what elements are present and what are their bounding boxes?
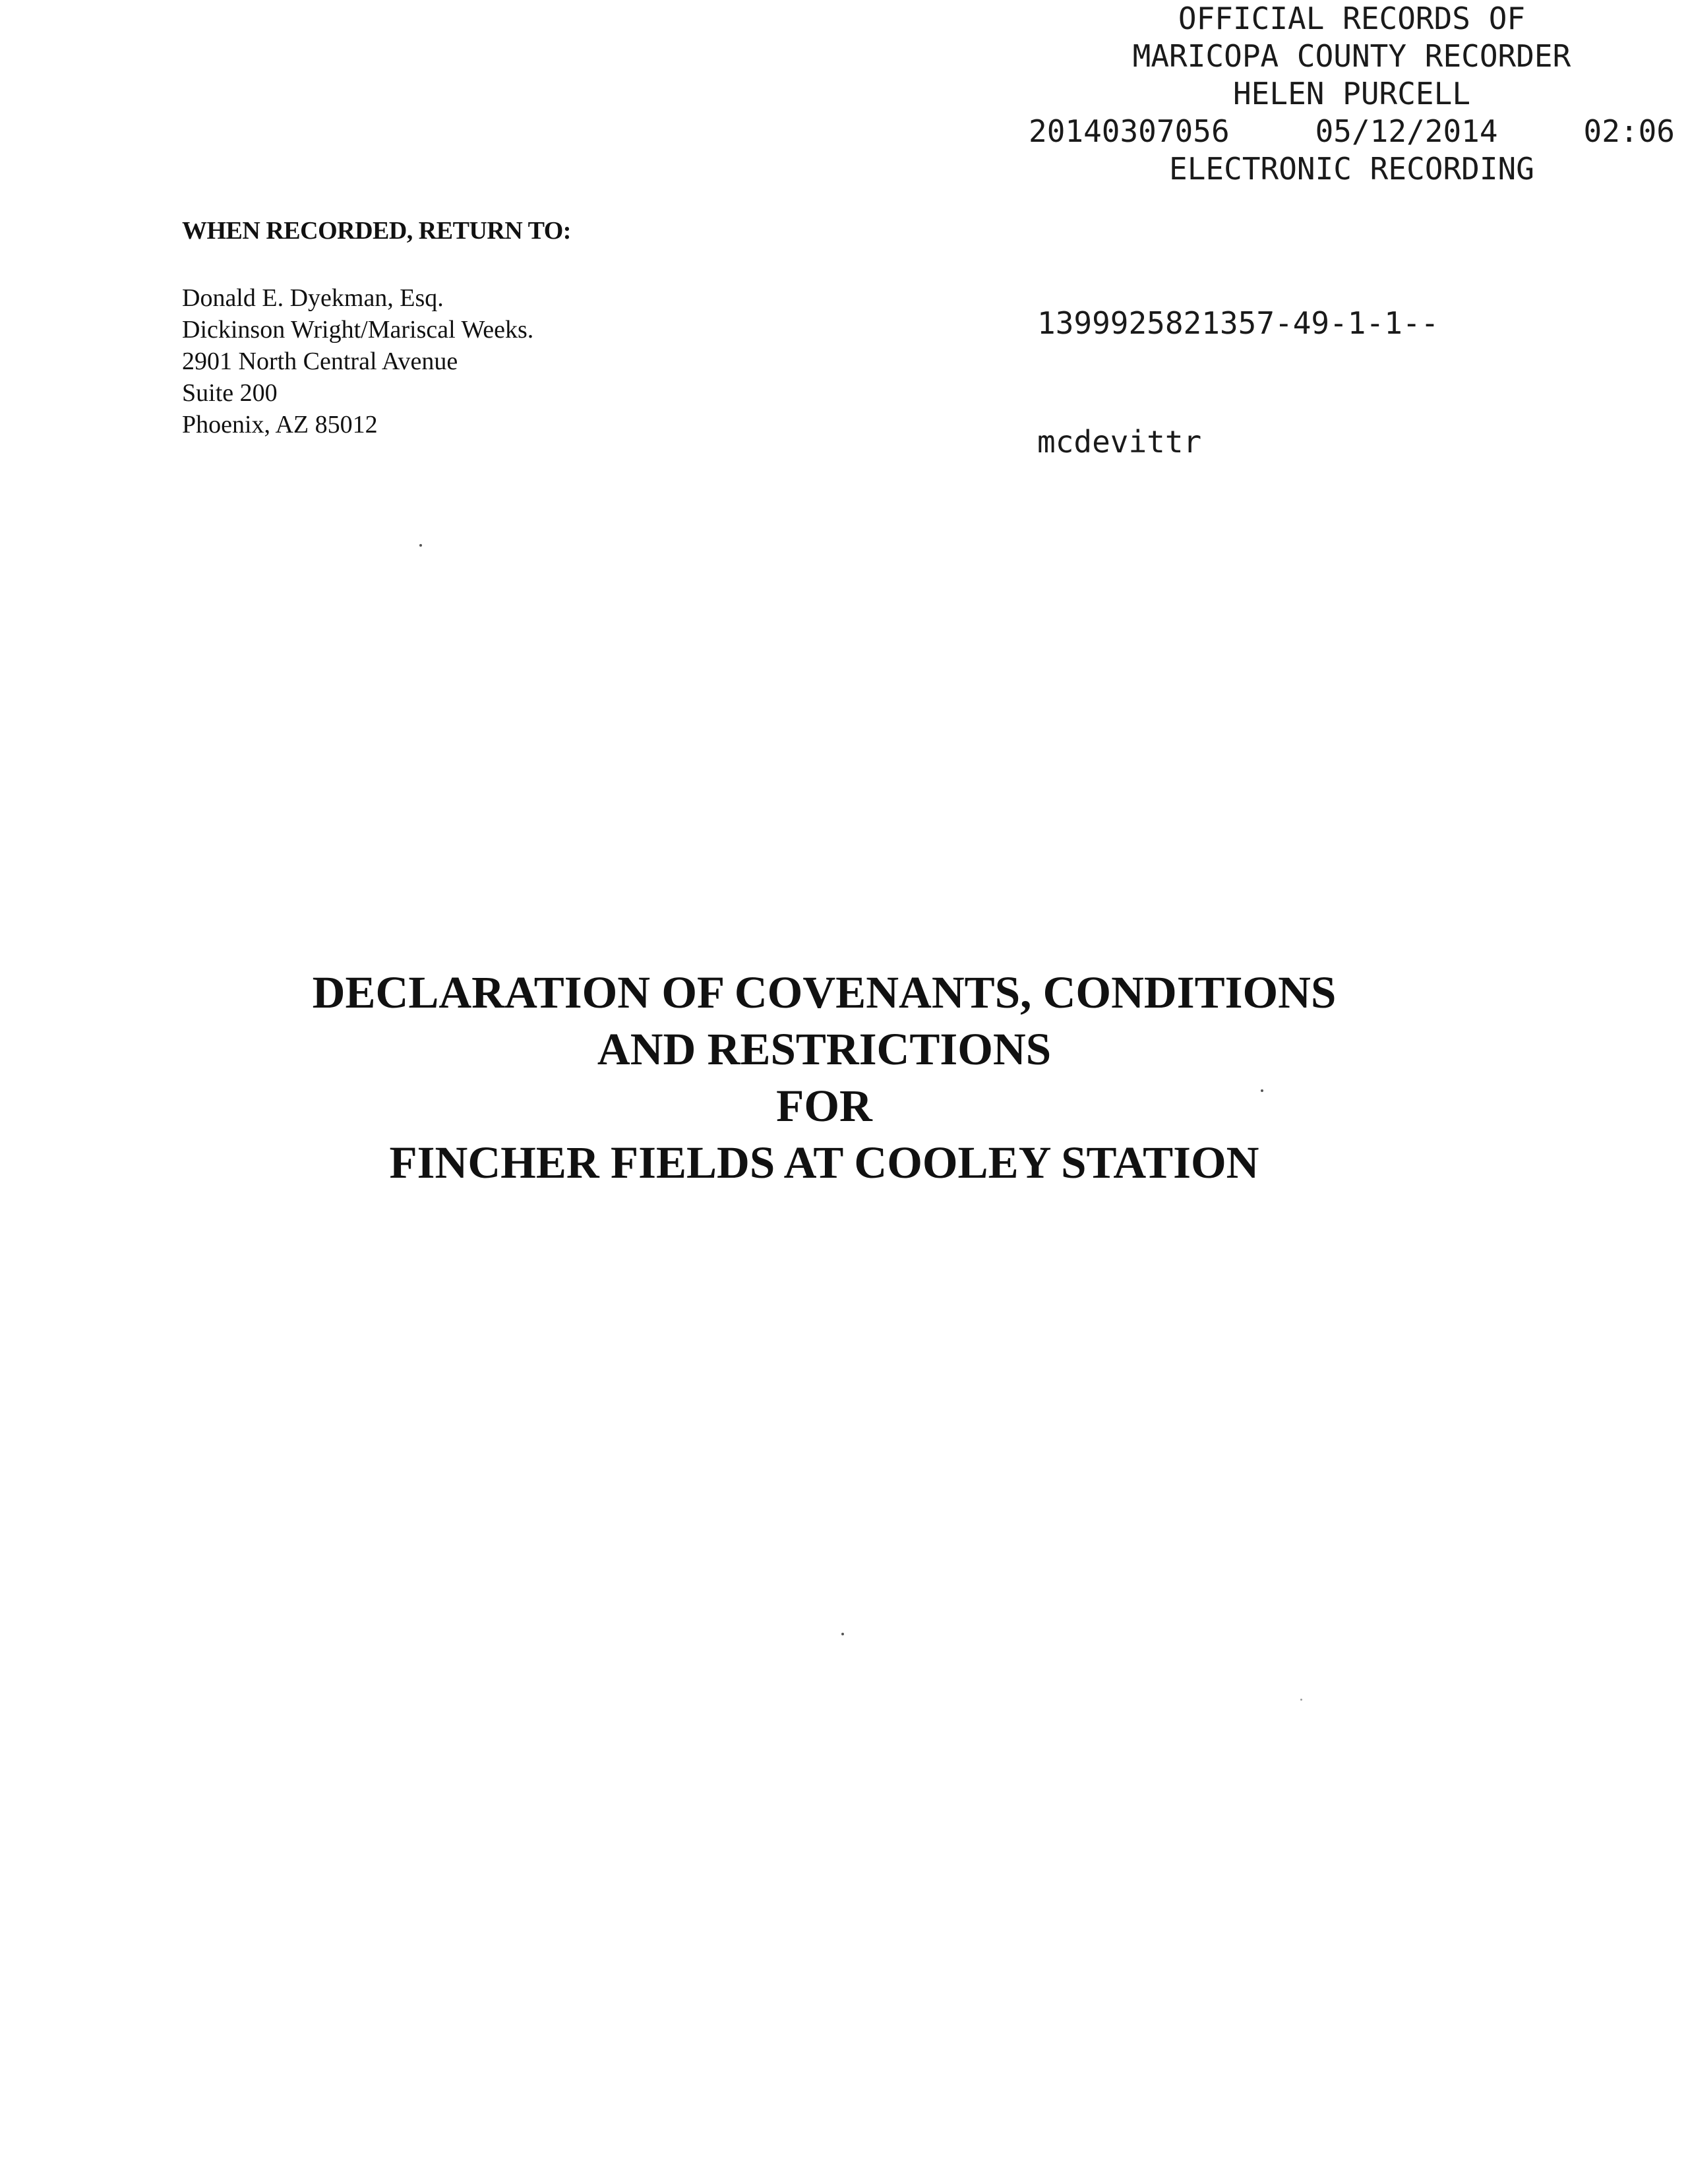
title-line-2: AND RESTRICTIONS — [597, 1024, 1052, 1074]
title-line-4: FINCHER FIELDS AT COOLEY STATION — [389, 1138, 1259, 1188]
stamp-id-block — [1037, 224, 1439, 541]
title-line-1: DECLARATION OF COVENANTS, CONDITIONS — [312, 967, 1337, 1017]
stamp-document-number: 20140307056 — [1029, 113, 1230, 149]
stamp-id-line-1: 1399925821357-49-1-1-- — [1037, 305, 1439, 341]
scan-speck — [419, 544, 422, 547]
stamp-recorder-name: HELEN PURCELL — [1232, 76, 1471, 111]
stamp-county-recorder: MARICOPA COUNTY RECORDER — [1132, 38, 1571, 74]
return-to-address — [182, 282, 533, 440]
scan-speck — [1300, 1699, 1302, 1701]
return-to-firm: Dickinson Wright/Mariscal Weeks. — [182, 316, 534, 344]
stamp-time: 02:06 — [1583, 113, 1675, 149]
scan-speck — [841, 1633, 844, 1635]
return-to-heading: WHEN RECORDED, RETURN TO: — [182, 217, 571, 245]
return-to-city-state-zip: Phoenix, AZ 85012 — [182, 411, 378, 439]
stamp-recording-type: ELECTRONIC RECORDING — [1169, 151, 1534, 187]
scan-speck — [1261, 1089, 1263, 1092]
stamp-date: 05/12/2014 — [1315, 113, 1498, 149]
stamp-id-line-2: mcdevittr — [1037, 424, 1202, 460]
return-to-name: Donald E. Dyekman, Esq. — [182, 284, 444, 312]
return-to-suite: Suite 200 — [182, 379, 278, 407]
stamp-official-records: OFFICIAL RECORDS OF — [1178, 1, 1526, 36]
recorder-stamp — [1029, 0, 1675, 188]
document-title — [0, 964, 1648, 1191]
return-to-street: 2901 North Central Avenue — [182, 348, 458, 375]
title-line-3: FOR — [776, 1081, 872, 1131]
stamp-document-line — [1029, 113, 1675, 150]
